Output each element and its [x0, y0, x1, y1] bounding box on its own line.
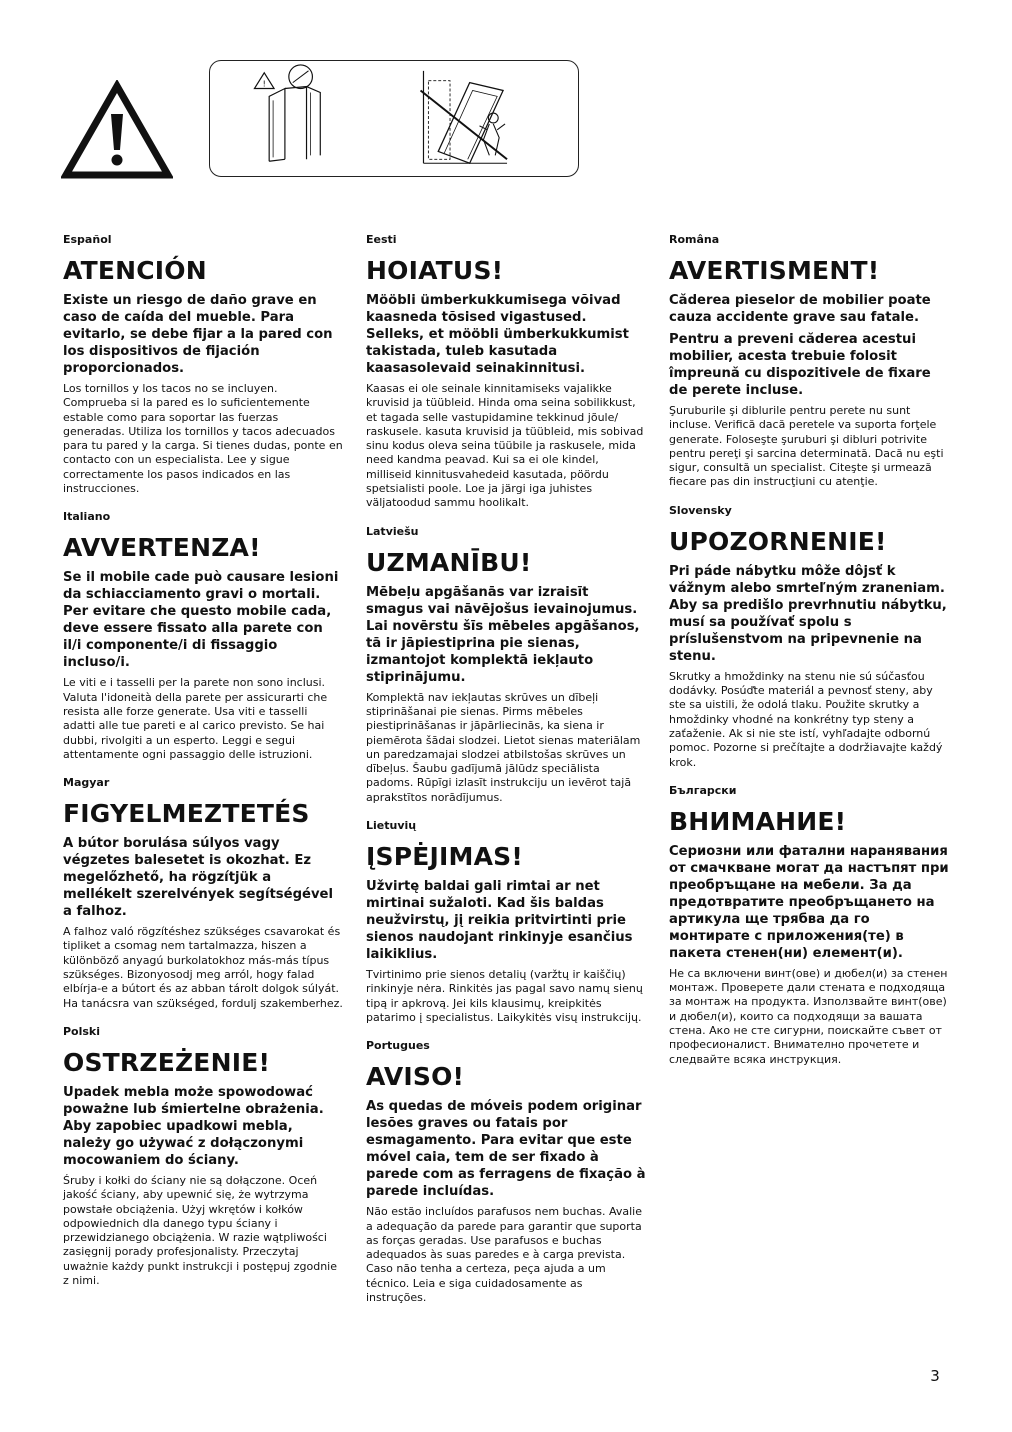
- warning-heading: FIGYELMEZTETÉS: [63, 799, 310, 829]
- warning-heading: ВНИМАНИЕ!: [669, 806, 847, 836]
- warning-heading: OSTRZEŻENIE!: [63, 1047, 271, 1077]
- warning-lead: Сериозни или фатални наранявания от смачкване могат да настъпят при преобръщане на мебели. За да предотвратите преобръщането на артикула ще трябва да го монтирате с приложения(те) в пакета стенен(ни) елемент(и).: [669, 843, 949, 961]
- warning-body: Tvirtinimo prie sienos detalių (varžtų ir kaiščių) rinkinyje nėra. Rinkitės jas pagal savo namų sienų tipą ir apkrovą. Jei kils klausimų, kreipkitės patarimo į specialistus. Laikykitės visų instrukcijų.: [366, 968, 643, 1024]
- language-label: Български: [669, 783, 737, 797]
- warning-body: Не са включени винт(ове) и дюбел(и) за стенен монтаж. Проверете дали стената е подходяща за монтаж на продукта. Използвайте винт(ове) и дюбел(и), които са подходящи за вашата стена. Ако не сте сигурни, поискайте съвет от професионалист. Внимателно прочетете и следвайте всяка инструкция.: [669, 966, 948, 1066]
- page-number: 3: [930, 1367, 940, 1385]
- warning-body: Não estão incluídos parafusos nem buchas. Avalie a adequação da parede para garantir que suporta as forças geradas. Use parafusos e buchas adequados às suas paredes e à carga prevista. Caso não tenha a certeza, peça ajuda a um técnico. Leia e siga cuidadosamente as instruções.: [366, 1205, 642, 1305]
- warning-lead: Mēbeļu apgāšanās var izraisīt smagus vai nāvējošus ievainojumus. Lai novērstu šīs mēbeles apgāšanos, tā ir jāpiestiprina pie sienas, izmantojot komplektā iekļauto stiprinājumu.: [366, 584, 640, 685]
- language-label: Româna: [669, 233, 720, 246]
- warning-lead: Existe un riesgo de daño grave en caso de caída del mueble. Para evitarlo, se debe fijar a la pared con los dispositivos de fijación proporcionados.: [63, 293, 333, 376]
- warning-body: Komplektā nav iekļautas skrūves un dībeļi stiprināšanai pie sienas. Pirms mēbeles piestiprināšanas ir jāpārliecinās, ka siena ir piemērota šādai slodzei. Lietot sienas materiālam un paredzamajai slodzei atbilstošas skrūves un dībeļus. Šaubu gadījumā jālūdz speciālista padoms. Rūpīgi izlasīt instrukciju un ievērot tajā aprakstītos norādījumus.: [366, 690, 641, 804]
- warning-section-bg: [669, 784, 949, 1067]
- warning-section-ro: [669, 233, 949, 490]
- language-label: Lietuvių: [366, 819, 417, 833]
- language-label: Español: [63, 233, 112, 246]
- warning-heading: UZMANĪBU!: [366, 547, 532, 577]
- warning-section-pt: [366, 1039, 646, 1305]
- warning-section-et: [366, 233, 646, 511]
- warning-body: Śruby i kołki do ściany nie są dołączone. Oceń jakość ściany, aby upewnić się, że wytrzyma powstałe obciążenia. Użyj wkrętów i kołków odpowiednich dla danego typu ściany i przewidzianego obciążenia. W razie wątpliwości zasięgnij porady profesjonalisty. Przeczytaj uważnie każdy punkt instrukcji i postępuj zgodnie z nimi.: [63, 1173, 338, 1288]
- warning-section-sk: [669, 504, 949, 770]
- warning-section-hu: [63, 776, 343, 1011]
- warning-lead: As quedas de móveis podem originar lesões graves ou fatais por esmagamento. Para evitar que este móvel caia, tem de ser fixado à parede com as ferragens de fixação à parede incluídas.: [366, 1099, 646, 1200]
- warning-lead-2: Pentru a preveni căderea acestui mobilier, acesta trebuie folosit împreună cu dispozitivele de fixare de perete incluse.: [669, 332, 931, 398]
- warning-lead: Pri páde nábytku môže dôjsť k vážnym alebo smrteľným zraneniam. Aby sa predišlo prevrhnutiu nábytku, musí sa používať spolu s príslušenstvom na pripevnenie na stenu.: [669, 563, 947, 664]
- column-3: [669, 233, 949, 1081]
- column-2: [366, 233, 646, 1319]
- warning-heading: HOIATUS!: [366, 256, 504, 285]
- warning-section-it: [63, 510, 343, 762]
- warning-section-lt: [366, 819, 646, 1025]
- warning-section-lv: [366, 525, 646, 805]
- svg-text:!: !: [262, 79, 266, 89]
- language-label: Slovensky: [669, 503, 732, 517]
- warning-heading: AVISO!: [366, 1062, 465, 1092]
- warning-lead: Upadek mebla może spowodować poważne lub śmiertelne obrażenia. Aby zapobiec upadkowi mebla, należy go używać z dołączonymi mocowaniem do ściany.: [63, 1084, 324, 1168]
- language-label: Eesti: [366, 233, 397, 246]
- warning-heading: ATENCIÓN: [63, 256, 207, 285]
- language-label: Portugues: [366, 1039, 430, 1053]
- warning-body: Kaasas ei ole seinale kinnitamiseks vajalikke kruvisid ja tüübleid. Hinda oma seina sobilikkust, et tagada selle vastupidamine tekkinud jõule/ raskusele. kasuta kruvisid ja tüübleid, mis sobivad sinu kodus oleva seina tüübile ja raskusele, mida need kandma peavad. Kui sa ei ole kindel, milliseid kinnitusvahedeid kasutada, pöördu spetsialisti poole. Loe ja järgi iga juhistes väljatoodud sammu hoolikalt.: [366, 382, 644, 510]
- warning-heading: AVERTISMENT!: [669, 256, 880, 285]
- warning-body: Los tornillos y los tacos no se incluyen. Comprueba si la pared es lo suficientemente estable como para soportar las fuerzas generadas. Utiliza los tornillos y tacos adecuados para tu pared y la carga. Si tienes dudas, ponte en contacto con un especialista. Lee y sigue correctamente los pasos indicados en las instrucciones.: [63, 382, 343, 496]
- warning-lead: Se il mobile cade può causare lesioni da schiacciamento gravi o mortali. Per evitare che questo mobile cada, deve essere fissato alla parete con il/i componente/i di fissaggio incluso/i.: [63, 570, 339, 671]
- warning-lead: Užvirtę baldai gali rimtai ar net mirtinai sužaloti. Kad šis baldas neužvirstų, jį reikia pritvirtinti prie sienos naudojant rinkinyje esančius laikiklius.: [366, 879, 633, 963]
- furniture-tipping-warning-illustration: [209, 60, 579, 177]
- warning-body: Le viti e i tasselli per la parete non sono inclusi. Valuta l'idoneità della parete per assicurarti che resista alle forze generate. Usa viti e tasselli adatti alle tue pareti e al carico previsto. Se hai dubbi, rivolgiti a un esperto. Leggi e segui attentamente ogni passaggio delle istruzioni.: [63, 676, 328, 761]
- warning-body: A falhoz való rögzítéshez szükséges csavarokat és tipliket a csomag nem tartalmazza, hiszen a különböző anyagú burkolatokhoz más-más típus szükséges. Bizonyosodj meg arról, hogy falad elbírja-e a bútort és az abban tárolt dolgok súlyát. Ha tanácsra van szükséged, fordulj szakemberhez.: [63, 925, 343, 1010]
- language-label: Magyar: [63, 776, 110, 790]
- warning-body: Şuruburile şi diblurile pentru perete nu sunt incluse. Verifică dacă peretele va suporta forţele generate. Foloseşte şuruburi şi dibluri potrivite pentru pereţi şi sarcina determinată. Dacă nu eşti sigur, consultă un specialist. Citeşte şi urmează fiecare pas din instrucţiuni cu atenţie.: [669, 404, 944, 489]
- warning-heading: AVVERTENZA!: [63, 533, 261, 563]
- language-label: Polski: [63, 1024, 101, 1038]
- warning-heading: ĮSPĖJIMAS!: [366, 842, 523, 872]
- warning-heading: UPOZORNENIE!: [669, 526, 887, 556]
- warning-body: Skrutky a hmoždinky na stenu nie sú súčasťou dodávky. Posúďte materiál a pevnosť steny, aby ste sa uistili, že odolá tlaku. Použite skrutky a hmoždinky vhodné na konkrétny typ steny a zaťaženie. Ak si nie ste istí, vyhľadajte odbornú pomoc. Pozorne si prečítajte a dodržiavajte každý krok.: [669, 669, 943, 769]
- warning-lead: A bútor borulása súlyos vagy végzetes balesetet is okozhat. Ez megelőzhető, ha rögzítjük a mellékelt szerelvények segítségével a falhoz.: [63, 836, 334, 920]
- language-label: Italiano: [63, 510, 111, 524]
- warning-section-es: [63, 233, 343, 496]
- warning-lead: Căderea pieselor de mobilier poate cauza accidente grave sau fatale.: [669, 293, 931, 325]
- warning-section-pl: [63, 1025, 343, 1288]
- language-label: Latviešu: [366, 524, 419, 538]
- warning-triangle-icon: [61, 80, 173, 180]
- warning-lead: Mööbli ümberkukkumisega võivad kaasneda tõsised vigastused. Selleks, et mööbli ümberkukkumist takistada, tuleb kasutada kaasasolevaid seinakinnitusi.: [366, 293, 629, 376]
- column-1: [63, 233, 343, 1302]
